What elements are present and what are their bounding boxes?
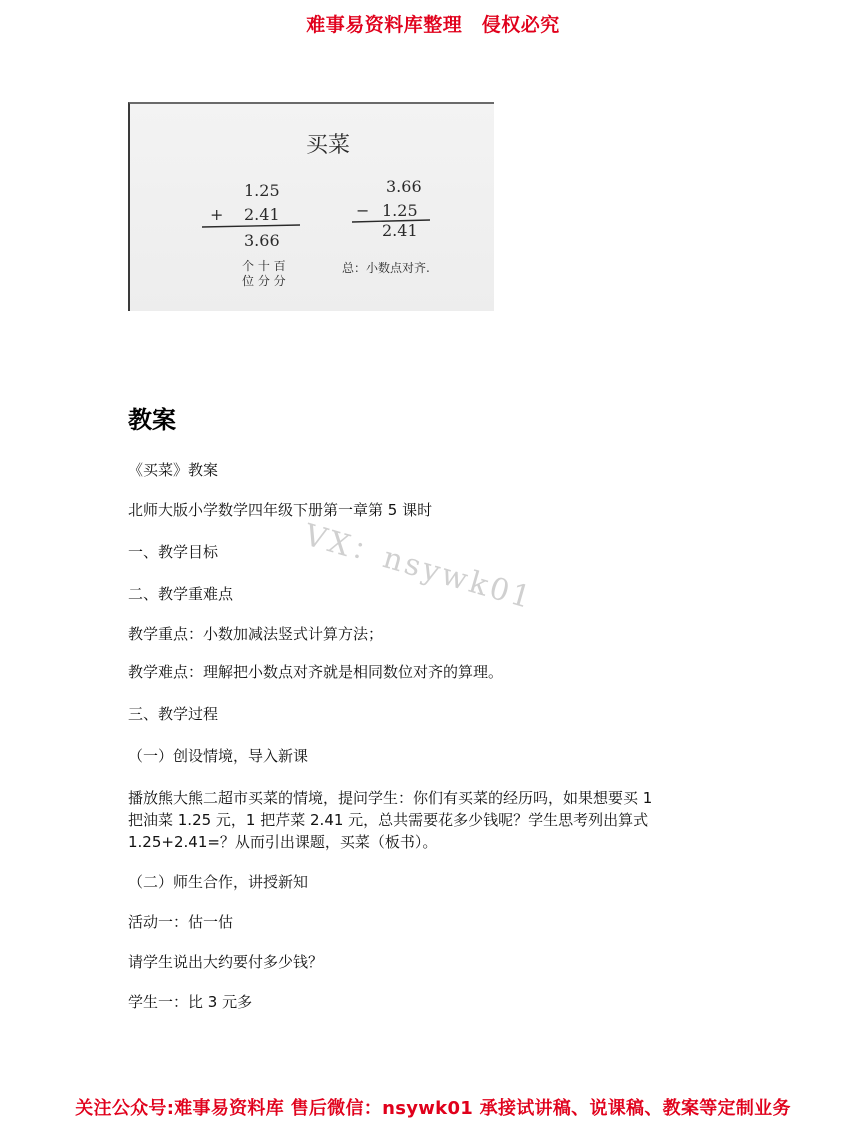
place-labels-bottom: 位 分 分 [242, 274, 286, 288]
header-banner: 难事易资料库整理 侵权必究 [306, 14, 560, 36]
paragraph-line: 把油菜 1.25 元，1 把芹菜 2.41 元，总共需要花多少钱呢？学生思考列出算式 [128, 811, 649, 829]
left-calc-result: 3.66 [244, 231, 280, 250]
left-calc-line [202, 225, 300, 227]
left-calc-top: 1.25 [244, 181, 280, 200]
doc-line: （二）师生合作，讲授新知 [128, 873, 309, 891]
left-calc-second: 2.41 [244, 205, 280, 224]
doc-line: 北师大版小学数学四年级下册第一章第 5 课时 [128, 501, 433, 519]
doc-line: 学生一：比 3 元多 [128, 993, 253, 1011]
place-labels-top: 个 十 百 [242, 259, 286, 273]
handwritten-board-photo [128, 102, 494, 311]
section-heading: 教案 [128, 406, 176, 434]
paragraph-line: 1.25+2.41=？从而引出课题，买菜（板书）。 [128, 833, 438, 851]
doc-line: 请学生说出大约要付多少钱？ [128, 953, 324, 971]
doc-line: 三、教学过程 [128, 705, 219, 723]
doc-line: 活动一：估一估 [128, 913, 234, 931]
doc-line: 《买菜》教案 [128, 461, 219, 479]
right-calc-second: 1.25 [382, 201, 418, 220]
right-calc-top: 3.66 [386, 177, 422, 196]
footer-banner: 关注公众号:难事易资料库 售后微信：nsywk01 承接试讲稿、说课稿、教案等定制业务 [75, 1098, 791, 1119]
watermark: VX：nsywk01 [300, 517, 538, 617]
handwritten-board-drawing [130, 104, 494, 311]
doc-line: 教学重点：小数加减法竖式计算方法； [128, 625, 384, 643]
right-calc-operator: − [356, 201, 370, 220]
doc-line: （一）创设情境，导入新课 [128, 747, 309, 765]
left-calc-operator: + [210, 205, 224, 224]
doc-line: 二、教学重难点 [128, 585, 234, 603]
doc-line: 一、教学目标 [128, 543, 219, 561]
right-calc-note: 总：小数点对齐. [342, 261, 430, 275]
paragraph-line: 播放熊大熊二超市买菜的情境，提问学生：你们有买菜的经历吗，如果想要买 1 [128, 789, 653, 807]
doc-line: 教学难点：理解把小数点对齐就是相同数位对齐的算理。 [128, 663, 504, 681]
right-calc-result: 2.41 [382, 221, 418, 240]
photo-title: 买菜 [306, 133, 351, 158]
